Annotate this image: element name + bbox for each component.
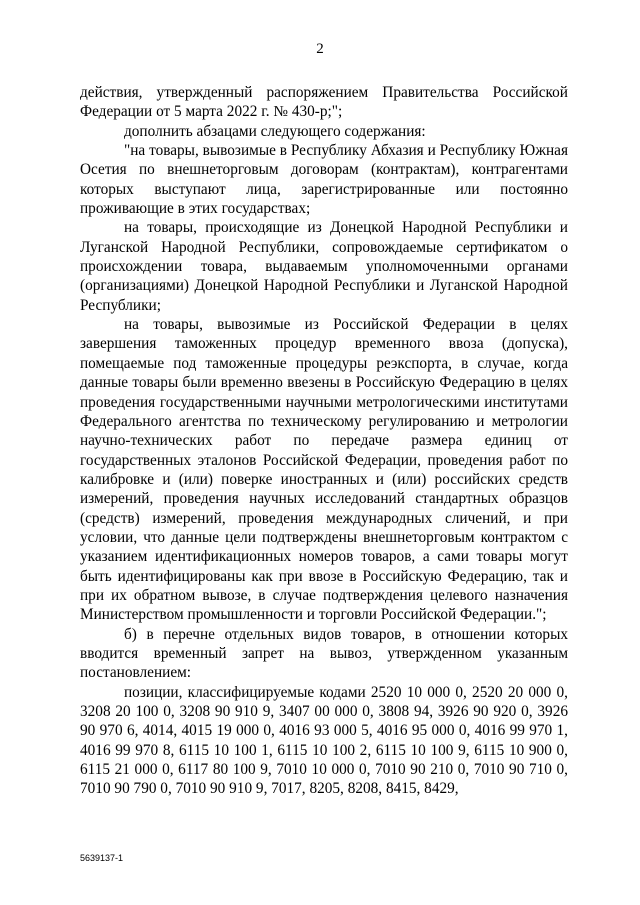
paragraph-6: б) в перечне отдельных видов товаров, в отношении которых вводится временный запрет на вывоз, утвержденном указанным постановлением:: [80, 625, 568, 682]
paragraph-1: действия, утвержденный распоряжением Правительства Российской Федерации от 5 марта 2022 г. № 430-р;";: [80, 84, 568, 121]
paragraph-2: дополнить абзацами следующего содержания:: [124, 122, 426, 140]
paragraph-7: позиции, классифицируемые кодами 2520 10 000 0, 2520 20 000 0, 3208 20 100 0, 3208 90 910 9, 3407 00 000 0, 3808 94, 3926 90 920 0, 3926 90 970 6, 4014, 4015 19 000 0, 4016 93 000 5, 4016 95 000 0, 4016 99 970 1, 4016 99 970 8, 6115 10 100 1, 6115 10 100 2, 6115 10 100 9, 6115 10 900 0, 6115 21 000 0, 6117 80 100 9, 7010 10 000 0, 7010 90 210 0, 7010 90 710 0, 7010 90 790 0, 7010 90 910 9, 7017, 8205, 8208, 8415, 8429,: [80, 683, 568, 798]
document-body: [80, 83, 568, 799]
page-number: 2: [316, 41, 324, 57]
document-code: 5639137-1: [80, 853, 124, 863]
paragraph-4: на товары, происходящие из Донецкой Народной Республики и Луганской Народной Республики, сопровождаемые сертификатом о происхождении товара, выдаваемым уполномоченными органами (организациями) Донецкой Народной Республики и Луганской Народной Республики;: [80, 219, 568, 314]
paragraph-3: "на товары, вывозимые в Республику Абхазия и Республику Южная Осетия по внешнеторговым договорам (контрактам), контрагентами которых выступают лица, зарегистрированные или постоянно проживающие в этих государствах;: [80, 142, 568, 218]
paragraph-5: на товары, вывозимые из Российской Федерации в целях завершения таможенных процедур временного ввоза (допуска), помещаемые под таможенные процедуры реэкспорта, в случае, когда данные товары были временно ввезены в Российскую Федерацию в целях проведения государственными научными метрологическими институтами Федерального агентства по техническому регулированию и метрологии научно-технических работ по передаче размера единиц от государственных эталонов Российской Федерации, проведения работ по калибровке и (или) поверке иностранных и (или) российских средств измерений, проведения научных исследований стандартных образцов (средств) измерений, проведения международных сличений, и при условии, что данные цели подтверждены внешнеторговым контрактом с указанием идентификационных номеров товаров, а сами товары могут быть идентифицированы как при ввозе в Российскую Федерацию, так и при их обратном вывозе, в случае подтверждения целевого назначения Министерством промышленности и торговли Российской Федерации.";: [80, 316, 568, 624]
